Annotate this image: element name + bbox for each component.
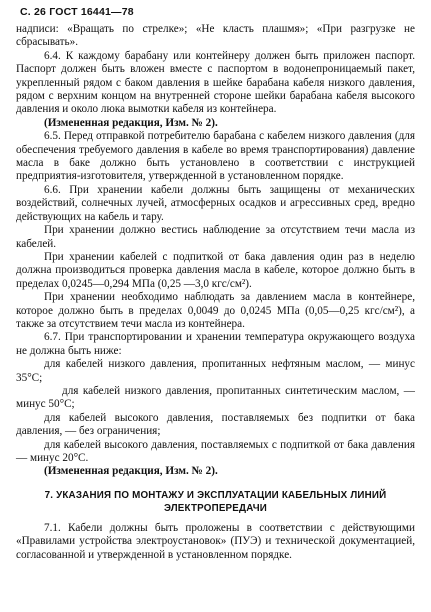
- amendment-note: (Измененная редакция, Изм. № 2).: [44, 465, 218, 478]
- section-7-title: 7. УКАЗАНИЯ ПО МОНТАЖУ И ЭКСПЛУАТАЦИИ КАБЕЛЬНЫХ ЛИНИЙ ЭЛЕКТРОПЕРЕДАЧИ: [44, 489, 387, 514]
- page-header: С. 26 ГОСТ 16441—78: [20, 6, 134, 18]
- list-item-synthetic: для кабелей низкого давления, пропитанных синтетическим маслом, — минус 50°C;: [16, 384, 415, 411]
- amendment-note: (Измененная редакция, Изм. № 2).: [44, 116, 218, 129]
- list-item-oil-filled: для кабелей низкого давления, пропитанных нефтяным маслом, — минус 35°C;: [16, 358, 415, 384]
- paragraph-7-1: 7.1. Кабели должны быть проложены в соответствии с действующими «Правилами устройства электроустановок» (ПУЭ) и технической документацией, согласованной и утвержденной в установленном порядке.: [16, 521, 415, 561]
- paragraph-6-6: 6.6. При хранении кабели должны быть защищены от механических воздействий, солнечных лучей, атмосферных осадков и агрессивных сред, вредно действующих на кабель и тару.: [16, 183, 415, 223]
- paragraph-6-4: 6.4. К каждому барабану или контейнеру должен быть приложен паспорт. Паспорт должен быть вложен вместе с паспортом в водонепроницаемый пакет, укрепленный рядом с баком давления в шейке барабана кабеля низкого давления, рядом с верхним концом на внутренней стороне шейки барабана кабеля высокого давления и около люка вымотки кабеля из контейнера.: [16, 49, 415, 116]
- paragraph-container-pressure: При хранении необходимо наблюдать за давлением масла в контейнере, которое должно быть в пределах 0,0049 до 0,0245 МПа (0,05—0,25 кгс/см²), а также за отсутствием течи масла из контейнера.: [16, 291, 415, 330]
- paragraph-6-7: 6.7. При транспортировании и хранении температура окружающего воздуха не должна быть ниже:: [16, 331, 415, 357]
- paragraph-labels: надписи: «Вращать по стрелке»; «Не класть плашмя»; «При разгрузке не сбрасывать».: [16, 23, 415, 49]
- paragraph-pressure-check: При хранении кабелей с подпиткой от бака давления один раз в неделю должна производиться проверка давления масла в кабеле, которое должно быть в пределах 0,0245—0,294 МПа (0,25 —3,0 кгс/см²).: [16, 250, 415, 290]
- paragraph-6-5: 6.5. Перед отправкой потребителю барабана с кабелем низкого давления (для обеспечения требуемого давления в кабеле во время транспортирования) давление масла в баке должно быть установлено в соответствии с инструкцией предприятия-изготовителя, утвержденной в установленном порядке.: [16, 130, 415, 183]
- list-item-high-feed: для кабелей высокого давления, поставляемых с подпиткой от бака давления — минус 20°C.: [16, 438, 415, 464]
- paragraph-oil-leak: При хранении должно вестись наблюдение за отсутствием течи масла из кабелей.: [16, 224, 415, 250]
- list-item-high-no-feed: для кабелей высокого давления, поставляемых без подпитки от бака давления, — без ограничения;: [16, 411, 415, 438]
